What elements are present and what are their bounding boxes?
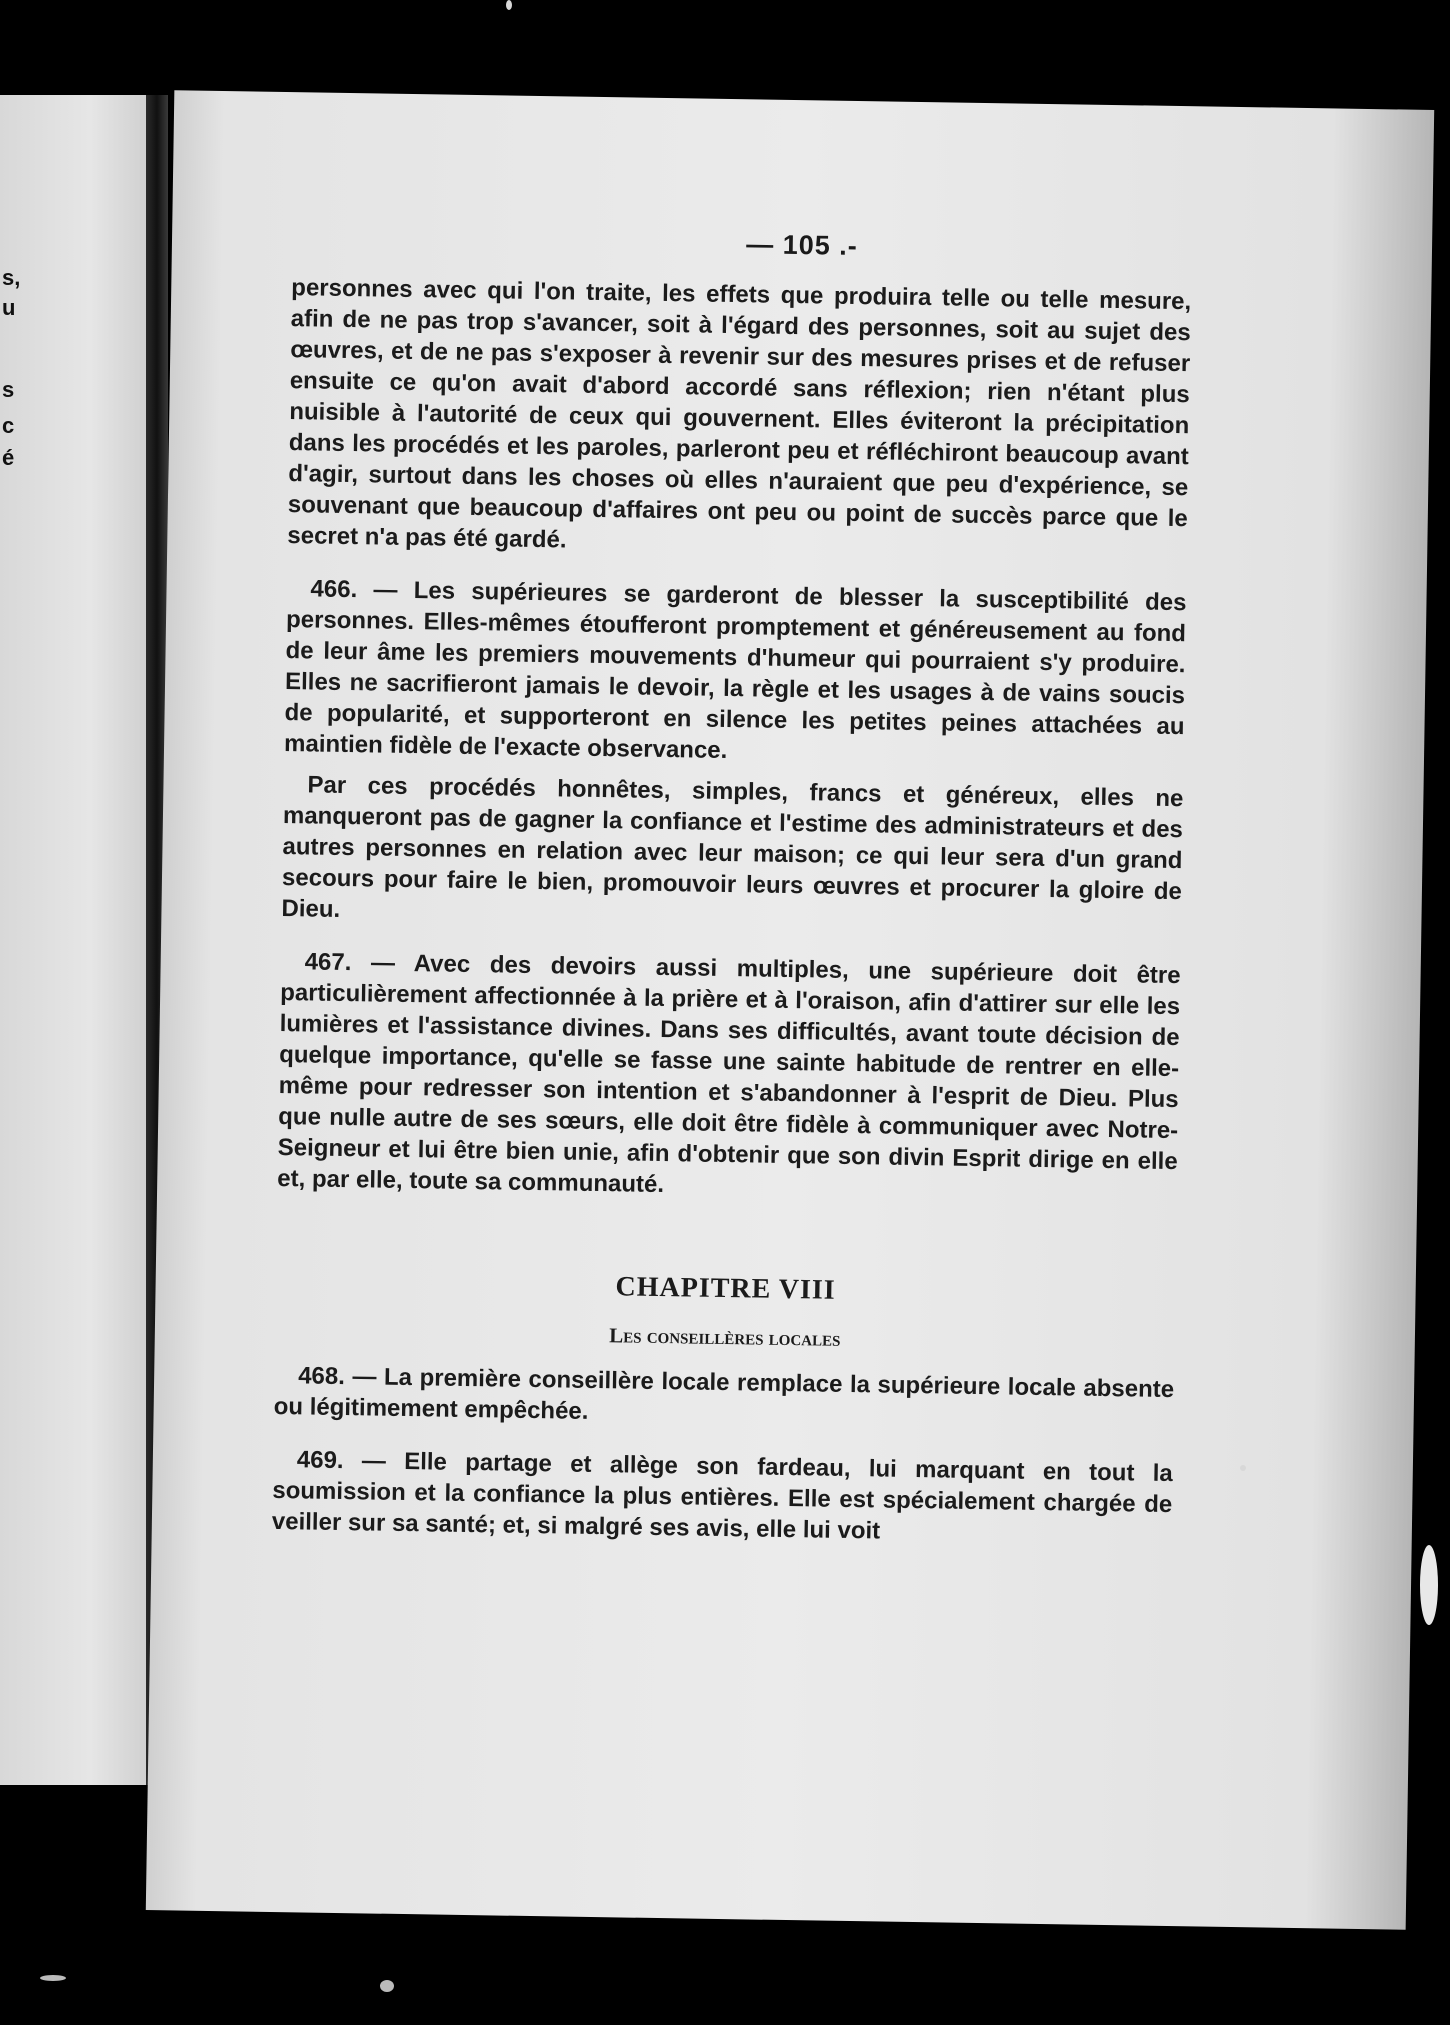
paragraph-469: 469. — Elle partage et allège son fardeau, lui marquant en tout la soumission et la confiance la plus entières. Elle est spécialement chargée de veiller sur sa santé; et, si malgré ses avis, elle lui voit	[271, 1446, 1173, 1545]
left-page-fragment: é	[2, 445, 15, 470]
chapter-title: CHAPITRE VIII	[615, 1271, 836, 1306]
chapter-subtitle: Les conseillères locales	[609, 1323, 841, 1351]
left-page-fragment: s,	[2, 265, 21, 290]
paragraph-466-cont: Par ces procédés honnêtes, simples, francs et généreux, elles ne manqueront pas de gagner la confiance et l'estime des administrateurs et des autres personnes en relation avec leur maison; ce qui leur sera d'un grand secours pour faire le bien, promouvoir leurs œuvres et procurer la gloire de Dieu.	[281, 771, 1184, 923]
scan-speck	[1420, 1545, 1438, 1625]
book-page	[146, 90, 1434, 1930]
scan-speck	[40, 1975, 66, 1981]
left-page-fragment: c	[2, 413, 15, 438]
paragraph-continuation: personnes avec qui l'on traite, les effets que produira telle ou telle mesure, afin de ne pas trop s'avancer, soit à l'égard des personnes, soit au sujet des œuvres, et de ne pas s'exposer à revenir sur des mesures prises et de refuser ensuite ce qu'on avait d'abord accordé sans réflexion; rien n'étant plus nuisible à l'autorité de ceux qui gouvernent. Elles éviteront la précipitation dans les procédés et les paroles, parleront peu et réfléchiront beaucoup avant d'agir, surtout dans les choses où elles n'auraient que peu d'expérience, se souvenant que beaucoup d'affaires ont peu ou point de succès parce que le secret n'a pas été gardé.	[287, 274, 1192, 554]
scan-speck	[506, 0, 512, 10]
page-number: — 105 .-	[746, 229, 859, 261]
paragraph-466: 466. — Les supérieures se garderont de blesser la susceptibilité des personnes. Elles-mêmes étoufferont promptement et généreusement au fond de leur âme les premiers mouvements d'humeur qui pourraient s'y produire. Elles ne sacrifieront jamais le devoir, la règle et les usages à de vains soucis de popularité, et supporteront en silence les petites peines attachées au maintien fidèle de l'exacte observance.	[283, 575, 1187, 764]
scan-speck	[380, 1980, 394, 1992]
paragraph-468: 468. — La première conseillère locale remplace la supérieure locale absente ou légitimement empêchée.	[273, 1362, 1175, 1425]
left-page-fragment: u	[2, 295, 16, 320]
scan-speck	[1240, 1465, 1246, 1471]
left-facing-page	[0, 95, 150, 1785]
left-page-fragment: s	[2, 377, 15, 402]
paragraph-467: 467. — Avec des devoirs aussi multiples, une supérieure doit être particulièrement affectionnée à la prière et à l'oraison, afin d'attirer sur elle les lumières et l'assistance divines. Dans ses difficultés, avant toute décision de quelque importance, qu'elle se fasse une sainte habitude de rentrer en elle-même pour redresser son intention et s'abandonner à l'esprit de Dieu. Plus que nulle autre de ses sœurs, elle doit être fidèle à communiquer avec Notre-Seigneur et lui être bien unie, afin d'obtenir que son divin Esprit dirige en elle et, par elle, toute sa communauté.	[277, 948, 1181, 1199]
page-text	[271, 272, 1191, 1573]
